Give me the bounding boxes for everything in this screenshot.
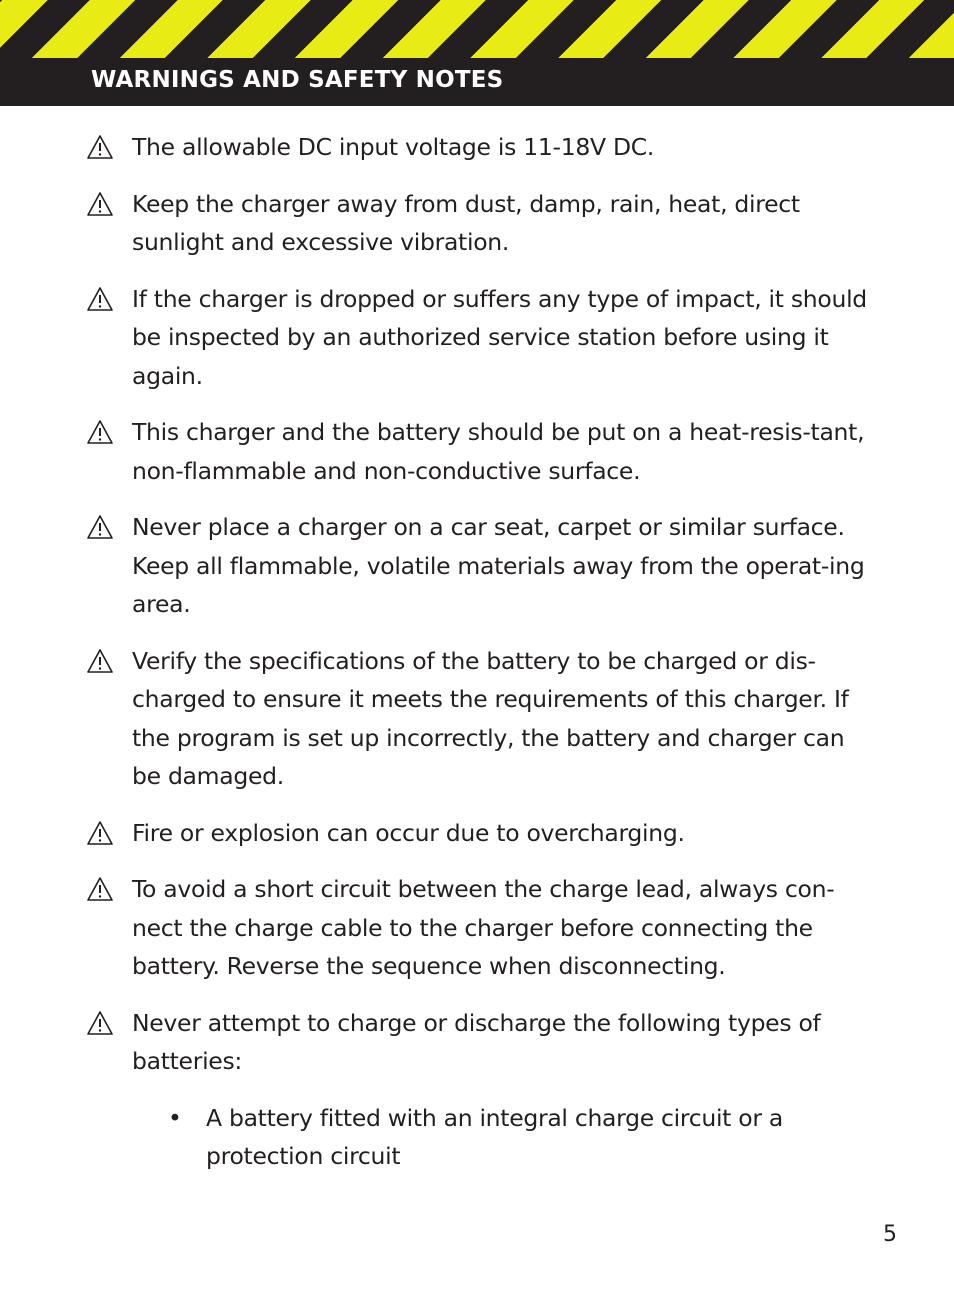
warning-item [86, 642, 876, 796]
warning-text: The allowable DC input voltage is 11-18V DC. [132, 133, 655, 161]
bullet-text: A battery fitted with an integral charge circuit or a protection circuit [206, 1103, 783, 1170]
warning-item [86, 128, 876, 167]
warning-text: To avoid a short circuit between the charge lead, always con-nect the charge cable to the charger before connecting the battery. Reverse the sequence when disconnecting. [132, 875, 835, 980]
warning-text: This charger and the battery should be put on a heat-resis-tant, non-flammable and non-conductive surface. [132, 418, 865, 485]
warning-triangle-icon [86, 648, 114, 674]
hazard-stripes [0, 0, 954, 58]
warning-text: Never place a charger on a car seat, carpet or similar surface. Keep all flammable, volatile materials away from the operat-ing area. [132, 513, 865, 618]
page-number: 5 [883, 1222, 897, 1247]
section-title: WARNINGS AND SAFETY NOTES [91, 67, 504, 93]
battery-types-list [86, 1099, 876, 1176]
warning-triangle-icon [86, 191, 114, 217]
warning-triangle-icon [86, 419, 114, 445]
warning-triangle-icon [86, 514, 114, 540]
warning-item [86, 185, 876, 262]
section-header [0, 0, 954, 106]
warning-item [86, 1004, 876, 1081]
warning-item [86, 413, 876, 490]
warning-triangle-icon [86, 134, 114, 160]
warning-text: If the charger is dropped or suffers any type of impact, it should be inspected by an authorized service station before using it again. [132, 284, 867, 390]
warning-item [86, 508, 876, 624]
warnings-list [86, 128, 876, 1176]
warning-item [86, 280, 876, 396]
warning-text: Never attempt to charge or discharge the following types of batteries: [132, 1008, 821, 1075]
list-item [168, 1099, 876, 1176]
warning-triangle-icon [86, 286, 114, 312]
warning-triangle-icon [86, 1010, 114, 1036]
bullet-marker: • [168, 1103, 182, 1132]
warning-triangle-icon [86, 876, 114, 902]
warning-text: Keep the charger away from dust, damp, rain, heat, direct sunlight and excessive vibration. [132, 189, 800, 256]
warning-item [86, 870, 876, 986]
warning-item [86, 814, 876, 853]
warning-text: Fire or explosion can occur due to overcharging. [132, 818, 685, 847]
warning-triangle-icon [86, 820, 114, 846]
warning-text: Verify the specifications of the battery to be charged or dis-charged to ensure it meets the requirements of this charger. If the program is set up incorrectly, the battery and charger can be damaged. [132, 646, 849, 790]
